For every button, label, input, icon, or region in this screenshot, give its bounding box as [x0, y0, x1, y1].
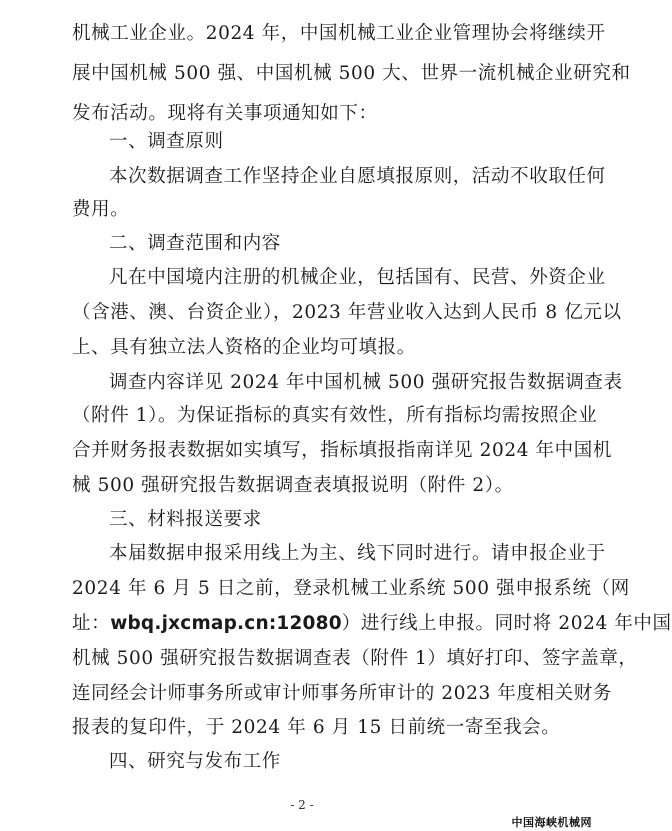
- paragraph-line: 连同经会计师事务所或审计师事务所审计的 2023 年度相关财务: [72, 683, 612, 704]
- system-url-link[interactable]: wbq.jxcmap.cn:12080: [110, 613, 342, 634]
- paragraph-line: [72, 612, 672, 636]
- paragraph-line: 本届数据申报采用线上为主、线下同时进行。请申报企业于: [109, 543, 606, 564]
- paragraph-line: 机械工业企业。2024 年，中国机械工业企业管理协会将继续开: [72, 23, 606, 44]
- url-prefix: 址：: [72, 613, 111, 634]
- paragraph-line: 合并财务报表数据如实填写，指标填报指南详见 2024 年中国机: [72, 440, 612, 461]
- section-heading-submission: 三、材料报送要求: [109, 509, 262, 530]
- paragraph-line: 机械 500 强研究报告数据调查表（附件 1）填好打印、签字盖章，: [72, 648, 638, 669]
- paragraph-line: 费用。: [72, 199, 130, 220]
- section-heading-research: 四、研究与发布工作: [109, 751, 281, 772]
- paragraph-line: 械 500 强研究报告数据调查表填报说明（附件 2）。: [72, 475, 514, 496]
- paragraph-line: 2024 年 6 月 5 日之前，登录机械工业系统 500 强申报系统（网: [72, 578, 630, 599]
- paragraph-line: 上、具有独立法人资格的企业均可填报。: [72, 337, 416, 358]
- paragraph-line: 报表的复印件，于 2024 年 6 月 15 日前统一寄至我会。: [72, 717, 561, 738]
- page-number: - 2 -: [290, 798, 314, 812]
- paragraph-line: 展中国机械 500 强、中国机械 500 大、世界一流机械企业研究和: [72, 63, 631, 84]
- paragraph-line: 凡在中国境内注册的机械企业，包括国有、民营、外资企业: [109, 267, 606, 288]
- paragraph-line: 调查内容详见 2024 年中国机械 500 强研究报告数据调查表: [109, 372, 623, 393]
- watermark-text: 中国海峡机械网: [511, 816, 592, 829]
- paragraph-line: 本次数据调查工作坚持企业自愿填报原则，活动不收取任何: [109, 166, 606, 187]
- section-heading-principles: 一、调查原则: [109, 131, 224, 152]
- url-suffix: ）进行线上申报。同时将 2024 年中国: [341, 613, 672, 634]
- paragraph-line: （含港、澳、台资企业），2023 年营业收入达到人民币 8 亿元以: [72, 302, 622, 323]
- section-heading-scope: 二、调查范围和内容: [109, 233, 281, 254]
- paragraph-line: 发布活动。现将有关事项通知如下：: [72, 103, 378, 124]
- paragraph-line: （附件 1）。为保证指标的真实有效性，所有指标均需按照企业: [72, 405, 598, 426]
